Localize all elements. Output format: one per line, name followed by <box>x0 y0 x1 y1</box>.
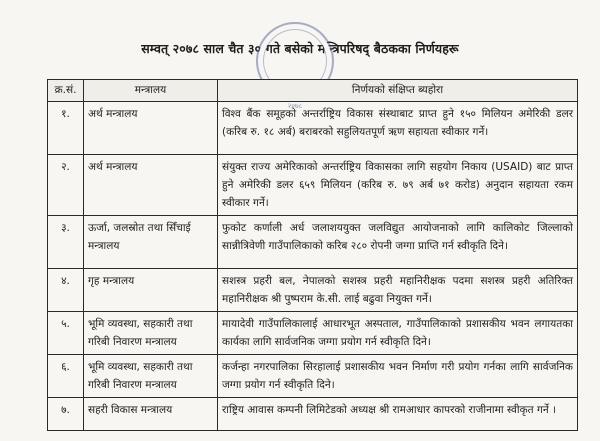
decisions-table <box>47 79 578 431</box>
row-serial-number: ५. <box>48 312 84 355</box>
header-ministry: मन्त्रालय <box>84 80 218 102</box>
table-header-row <box>48 80 578 102</box>
row-serial-number: ३. <box>48 216 84 269</box>
row-ministry: भूमि व्यवस्था, सहकारी तथा गरिबी निवारण मन्त्रालय <box>84 312 218 355</box>
row-ministry: गृह मन्त्रालय <box>84 269 218 312</box>
table-row <box>48 312 578 355</box>
table-row <box>48 269 578 312</box>
table-row <box>48 155 578 216</box>
row-serial-number: १. <box>48 102 84 155</box>
row-decision: विश्व बैंक समूहको अन्तर्राष्ट्रिय विकास संस्थाबाट प्राप्त हुने १५० मिलियन अमेरिकी डलर (करिब रु. १८ अर्ब) बराबरको सहुलियतपूर्ण ऋण सहायता स्वीकार गर्ने। <box>218 102 578 155</box>
row-ministry: ऊर्जा, जलस्रोत तथा सिँचाई मन्त्रालय <box>84 216 218 269</box>
row-serial-number: ६. <box>48 355 84 398</box>
stamp-year: २०७८ <box>287 102 303 110</box>
row-ministry: सहरी विकास मन्त्रालय <box>84 398 218 431</box>
table-row <box>48 102 578 155</box>
row-decision: संयुक्त राज्य अमेरिकाको अन्तर्राष्ट्रिय विकासका लागि सहयोग निकाय (USAID) बाट प्राप्त हुने अमेरिकी डलर ६५९ मिलियन (करिब रु. ७९ अर्ब ७१ करोड) अनुदान सहायता रकम स्वीकार गर्ने। <box>218 155 578 216</box>
row-decision: राष्ट्रिय आवास कम्पनी लिमिटेडको अध्यक्ष श्री रामआधार कापरको राजीनामा स्वीकृत गर्ने । <box>218 398 578 431</box>
page-title: सम्वत् २०७८ साल चैत ३० गते बसेको मन्त्रिपरिषद् बैठकका निर्णयहरू <box>141 41 459 56</box>
row-decision: सशस्त्र प्रहरी बल, नेपालको सशस्त्र प्रहरी महानिरीक्षक पदमा सशस्त्र प्रहरी अतिरिक्त महानिरीक्षक श्री पुष्पराम के.सी. लाई बढुवा नियुक्त गर्ने। <box>218 269 578 312</box>
row-ministry: भूमि व्यवस्था, सहकारी तथा गरिबी निवारण मन्त्रालय <box>84 355 218 398</box>
row-serial-number: ४. <box>48 269 84 312</box>
row-decision: मायादेवी गाउँपालिकालाई आधारभूत अस्पताल, गाउँपालिकाको प्रशासकीय भवन लगायतका कार्यका लागि सार्वजनिक जग्गा प्रयोग गर्न स्वीकृति दिने। <box>218 312 578 355</box>
table-row <box>48 398 578 431</box>
row-decision: फुकोट कर्णाली अर्ध जलाशययुक्त जलविद्युत आयोजनाको लागि कालिकोट जिल्लाको सान्नीत्रिवेणी गाउँपालिकाको करिब २८० रोपनी जग्गा प्राप्ति गर्न स्वीकृति दिने। <box>218 216 578 269</box>
row-serial-number: २. <box>48 155 84 216</box>
row-decision: कर्जन्हा नगरपालिका सिरहालाई प्रशासकीय भवन निर्माण गरी प्रयोग गर्नका लागि सार्वजनिक जग्गा प्रयोग गर्न स्वीकृति दिने। <box>218 355 578 398</box>
row-ministry: अर्थ मन्त्रालय <box>84 102 218 155</box>
table-row <box>48 216 578 269</box>
header-serial-number: क्र.सं. <box>48 80 84 102</box>
header-decision-summary: निर्णयको संक्षिप्त ब्यहोरा <box>218 80 578 102</box>
table-row <box>48 355 578 398</box>
row-serial-number: ७. <box>48 398 84 431</box>
row-ministry: अर्थ मन्त्रालय <box>84 155 218 216</box>
